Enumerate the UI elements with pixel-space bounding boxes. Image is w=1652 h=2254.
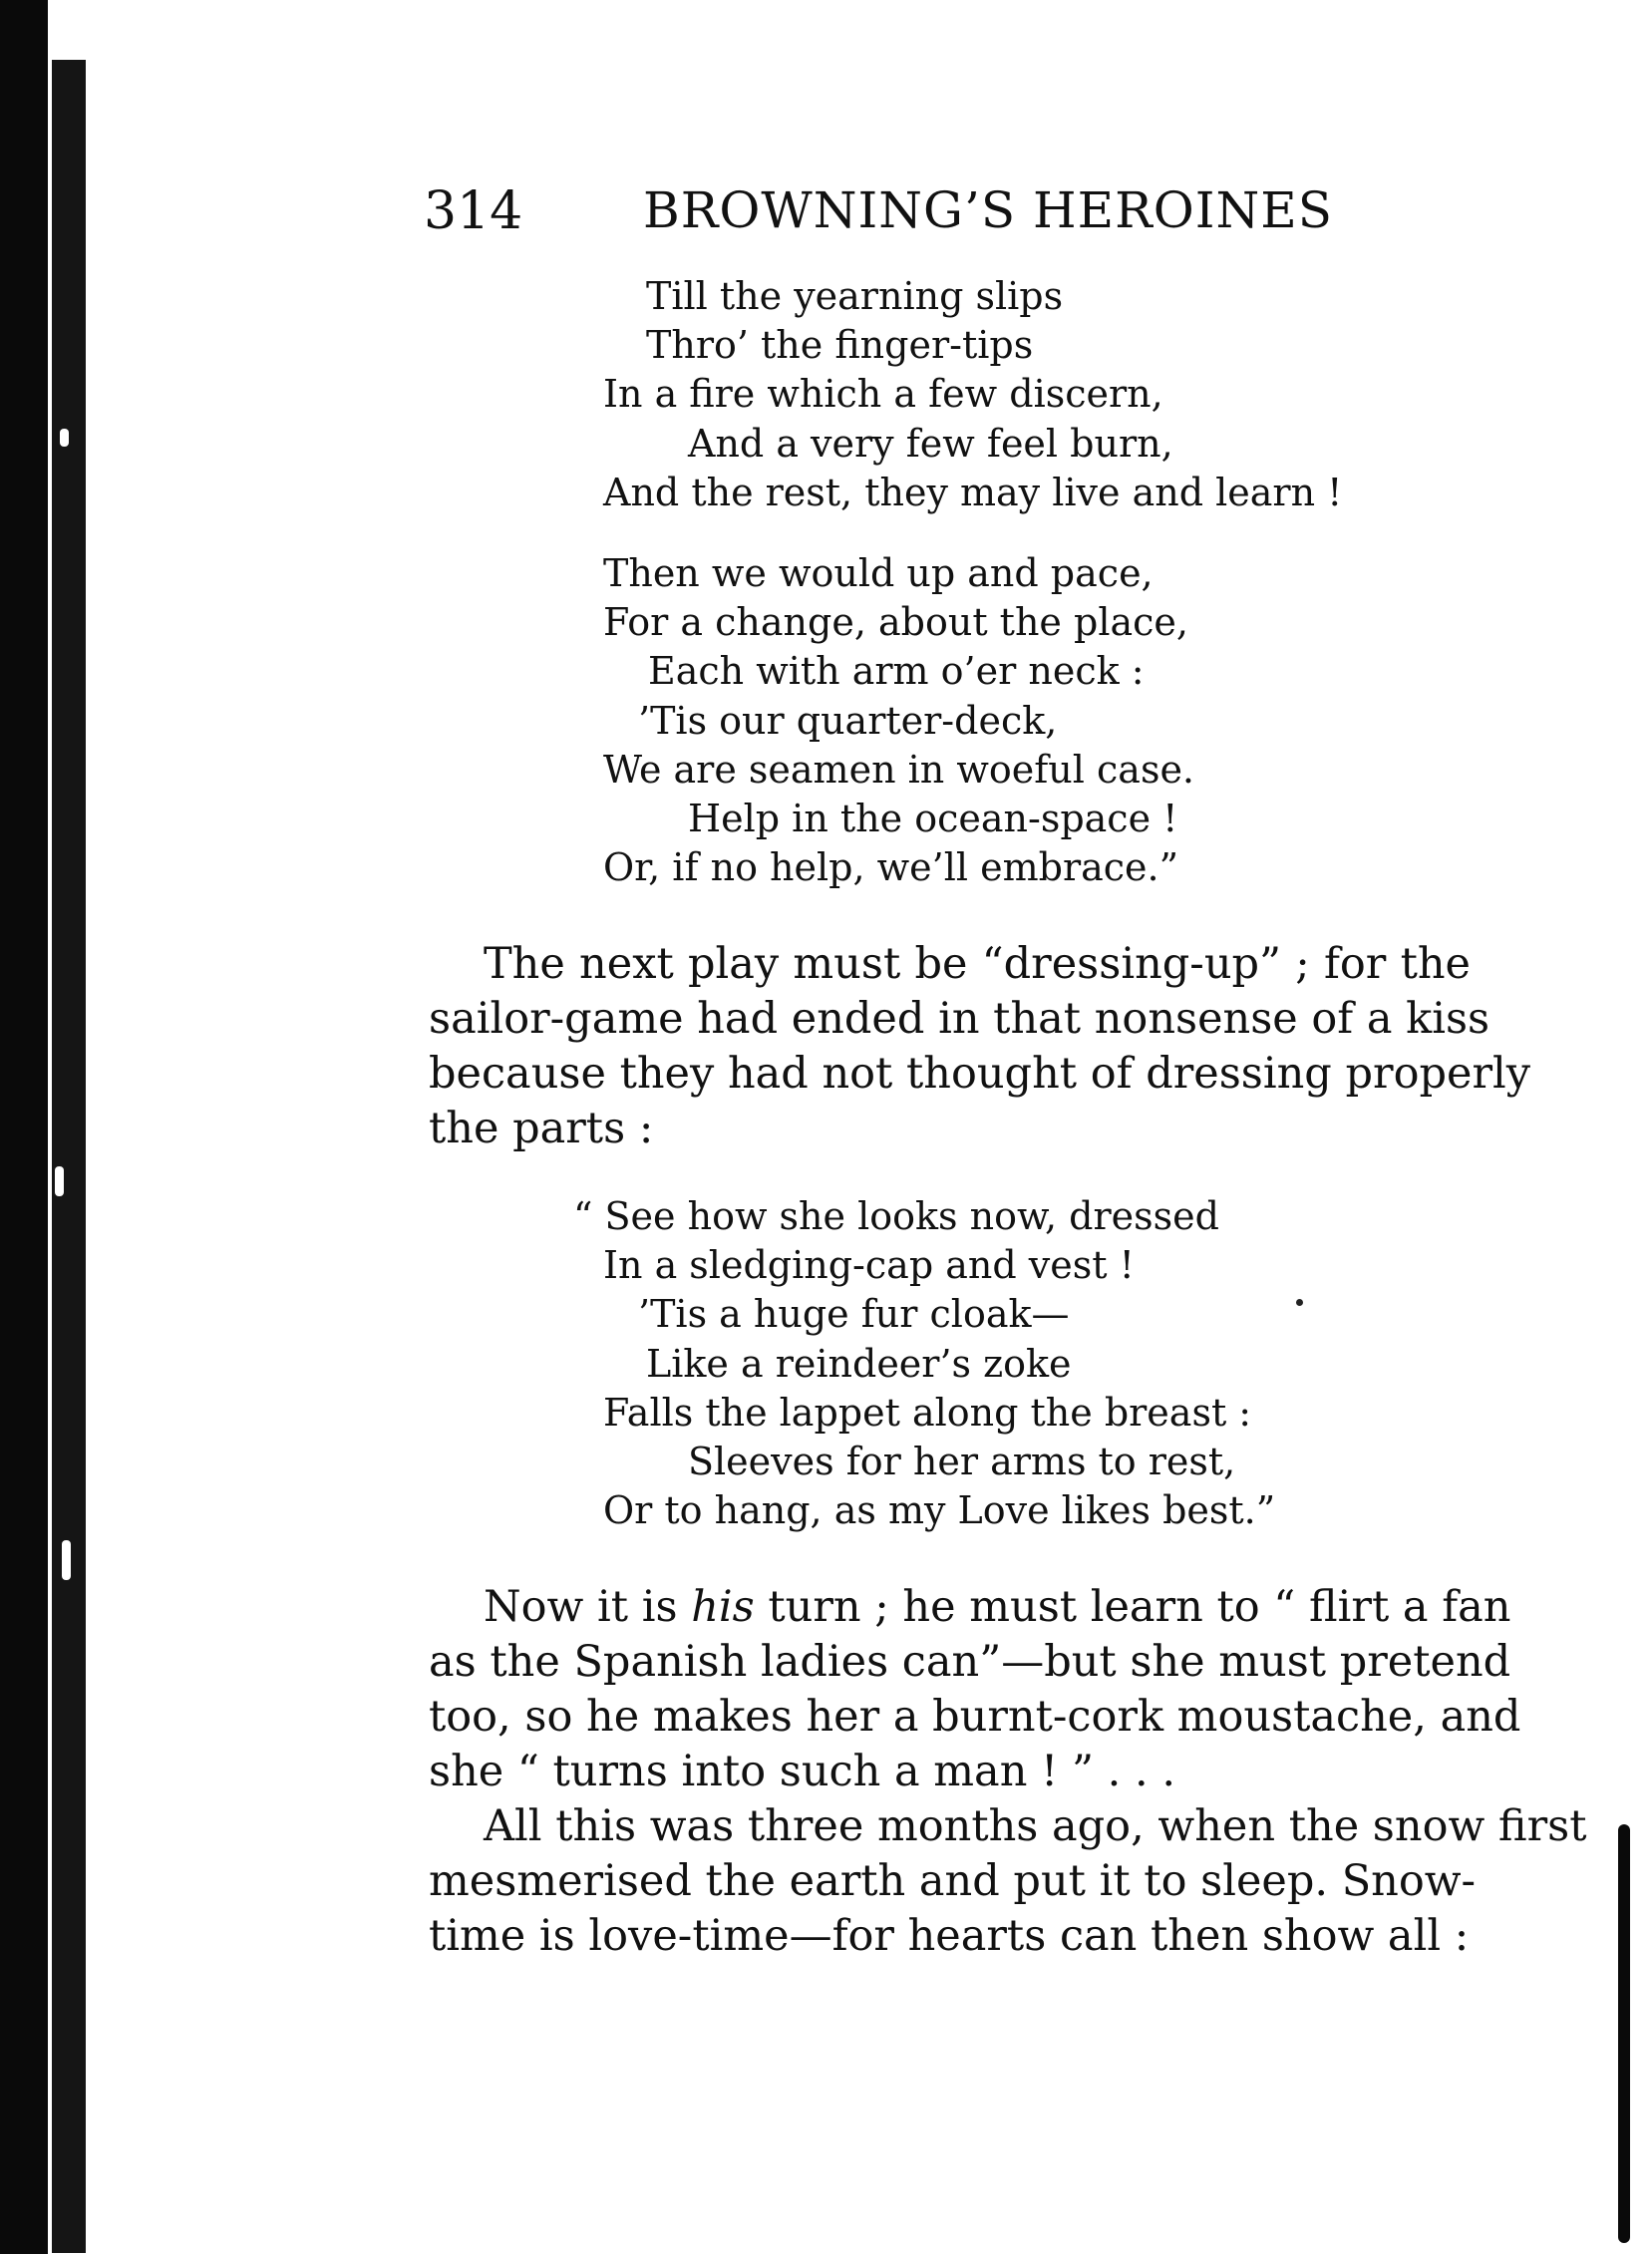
verse-line: And a very few feel burn, [688, 422, 1173, 466]
verse-line: Till the yearning slips [646, 274, 1064, 318]
scan-fleck [60, 429, 69, 447]
prose-line: sailor-game had ended in that nonsense of a kiss [429, 994, 1490, 1044]
prose-line: the parts : [429, 1104, 654, 1153]
verse-line: Help in the ocean-space ! [688, 797, 1178, 840]
scan-right-edge-mark [1618, 1824, 1630, 2243]
verse-line: Like a reindeer’s zoke [646, 1342, 1072, 1386]
prose-paragraph-2 [429, 1580, 1521, 1799]
verse-line: We are seamen in woeful case. [603, 748, 1195, 792]
prose-line [429, 1580, 1511, 1635]
prose-line: because they had not thought of dressing properly [429, 1049, 1531, 1099]
prose-paragraph-1 [429, 937, 1531, 1156]
verse-line: For a change, about the place, [603, 600, 1188, 644]
prose-line: as the Spanish ladies can”—but she must pretend [429, 1637, 1511, 1687]
running-title: BROWNING’S HEROINES [643, 181, 1333, 239]
page-header [0, 181, 1652, 241]
scan-binding-shadow [52, 60, 86, 2253]
verse-line: ’Tis our quarter-deck, [638, 699, 1058, 743]
scan-fleck [62, 1540, 71, 1580]
prose-paragraph-3 [429, 1799, 1587, 1964]
prose-line: too, so he makes her a burnt-cork moustache, and [429, 1692, 1521, 1742]
verse-line: Then we would up and pace, [603, 551, 1154, 595]
italic-word: his [691, 1582, 755, 1632]
verse-line: Or, if no help, we’ll embrace.” [603, 845, 1179, 889]
prose-text: Now it is [484, 1582, 678, 1632]
page-number: 314 [424, 181, 523, 241]
verse-line: Sleeves for her arms to rest, [688, 1440, 1236, 1483]
verse-line: Each with arm o’er neck : [648, 649, 1145, 693]
verse-line: Or to hang, as my Love likes best.” [603, 1488, 1276, 1532]
verse-line: “ See how she looks now, dressed [573, 1194, 1219, 1238]
verse-line: In a sledging-cap and vest ! [603, 1243, 1135, 1287]
verse-line: In a fire which a few discern, [603, 372, 1163, 416]
verse-line: ’Tis a huge fur cloak— [638, 1292, 1070, 1336]
verse-line: Thro’ the finger-tips [646, 323, 1034, 367]
prose-line: time is love-time—for hearts can then show all : [429, 1911, 1470, 1961]
verse-line: And the rest, they may live and learn ! [603, 471, 1343, 514]
verse-line: Falls the lappet along the breast : [603, 1391, 1252, 1435]
scan-binding-edge [0, 0, 48, 2254]
prose-line: mesmerised the earth and put it to sleep. Snow- [429, 1856, 1477, 1906]
scan-fleck [55, 1166, 64, 1196]
prose-line: The next play must be “dressing-up” ; for the [484, 939, 1471, 989]
ink-speck [1296, 1299, 1303, 1306]
prose-line: All this was three months ago, when the snow first [484, 1801, 1587, 1851]
prose-line: she “ turns into such a man ! ” . . . [429, 1747, 1175, 1796]
prose-text: turn ; he must learn to “ flirt a fan [768, 1582, 1511, 1632]
